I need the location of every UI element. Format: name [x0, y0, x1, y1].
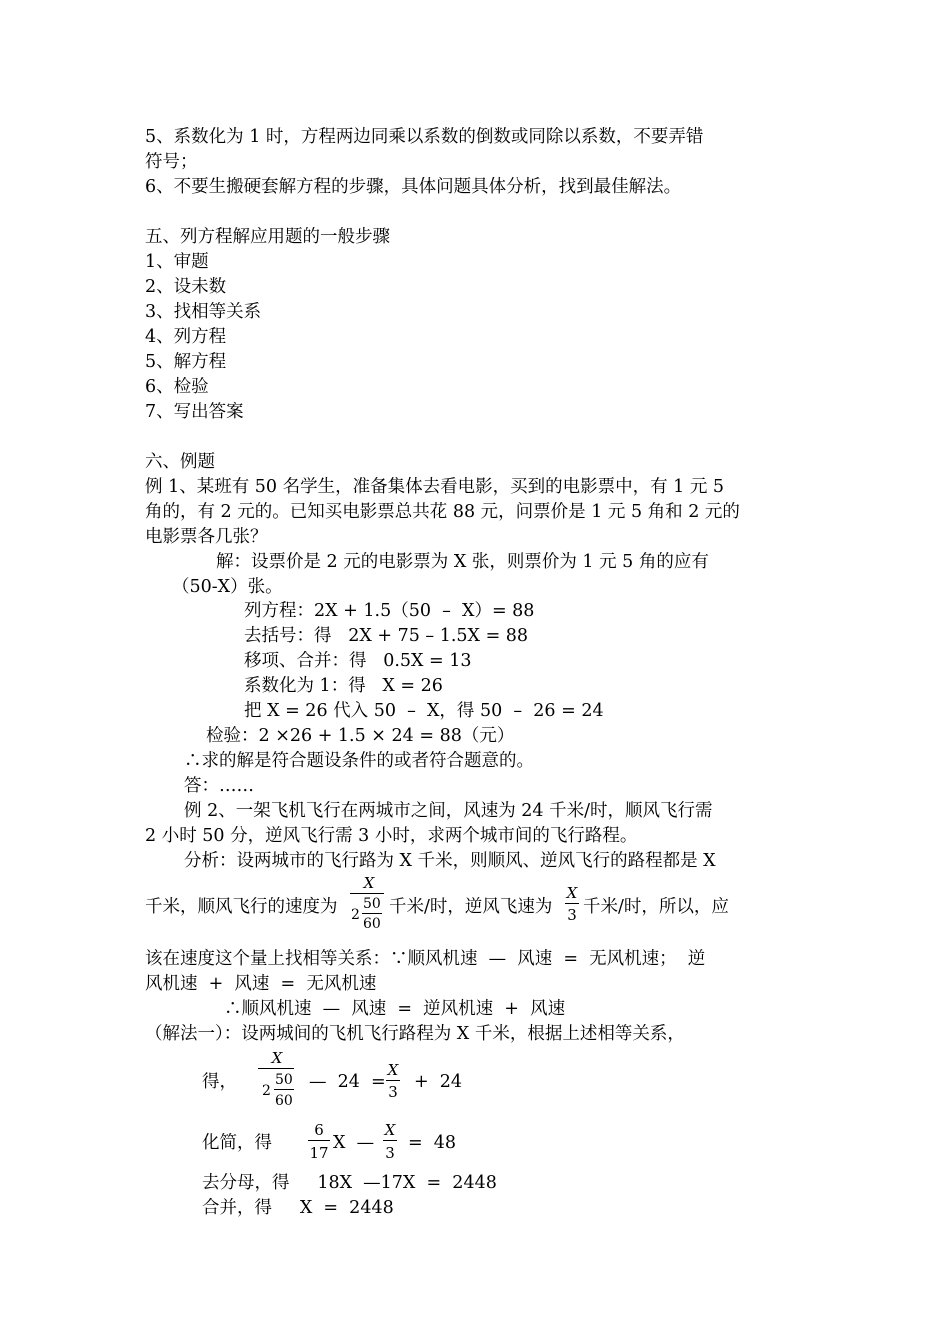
- example-2-line1: 例 2、一架飞机飞行在两城市之间，风速为 24 千米/时，顺风飞行需: [184, 801, 713, 821]
- step-1: 1、审题: [145, 252, 209, 272]
- fraction-bar-2: [565, 903, 579, 904]
- step-7: 7、写出答案: [145, 402, 244, 422]
- section-6-title: 六、例题: [145, 452, 215, 472]
- example-2-line2: 2 小时 50 分，逆风飞行需 3 小时，求两个城市间的飞行路程。: [145, 826, 638, 846]
- example-1-line3: 电影票各几张？: [145, 527, 268, 547]
- eq1-denominator-3: 3: [388, 1083, 398, 1101]
- eq2-numerator-6: 6: [314, 1121, 324, 1139]
- eq1-numerator-x2: X: [387, 1061, 399, 1079]
- example-1-equation: 列方程：2X + 1.5（50 – X）= 88: [244, 601, 535, 621]
- example-2-speed-text-1: 千米，顺风飞行的速度为: [145, 897, 338, 917]
- eq2-denominator-17: 17: [309, 1144, 329, 1162]
- example-2-analysis: 分析：设两城市的飞行路为 X 千米，则顺风、逆风飞行的路程都是 X: [184, 851, 716, 871]
- eq2-end: = 48: [408, 1133, 457, 1153]
- eq1-60: 60: [275, 1093, 293, 1109]
- example-1-line1: 例 1、某班有 50 名学生，准备集体去看电影，买到的电影票中，有 1 元 5: [145, 477, 725, 497]
- step-5: 5、解方程: [145, 352, 227, 372]
- fraction-60: 60: [363, 916, 381, 932]
- example-1-coefficient: 系数化为 1：得 X = 26: [244, 676, 443, 696]
- example-1-conclusion: ∴求的解是符合题设条件的或者符合题意的。: [184, 751, 534, 771]
- example-1-solution-cont: （50-X）张。: [172, 577, 283, 597]
- eq2-label: 化简，得: [202, 1133, 272, 1153]
- eq1-label: 得，: [202, 1072, 237, 1092]
- eq4-combined: 合并，得 X = 2448: [202, 1198, 394, 1218]
- eq1-numerator-x: X: [271, 1049, 283, 1067]
- fraction-50: 50: [363, 896, 381, 912]
- example-1-answer: 答：……: [184, 776, 254, 796]
- rule-6: 6、不要生搬硬套解方程的步骤，具体问题具体分析，找到最佳解法。: [145, 177, 682, 197]
- eq1-fraction-bar-inner: [274, 1089, 294, 1090]
- rule-5-line1: 5、系数化为 1 时，方程两边同乘以系数的倒数或同除以系数，不要弄错: [145, 127, 704, 147]
- eq2-fraction-bar: [308, 1140, 330, 1141]
- example-1-solution: 解：设票价是 2 元的电影票为 X 张，则票价为 1 元 5 角的应有: [216, 552, 709, 572]
- eq2-denominator-3: 3: [385, 1144, 395, 1162]
- eq1-fraction-bar-2: [386, 1080, 400, 1081]
- step-2: 2、设未数: [145, 277, 227, 297]
- step-3: 3、找相等关系: [145, 302, 262, 322]
- example-2-method-1: （解法一）：设两城间的飞机飞行路程为 X 千米，根据上述相等关系，: [145, 1024, 685, 1044]
- eq3-denominator-removed: 去分母，得 18X —17X = 2448: [202, 1173, 497, 1193]
- fraction-numerator-x: X: [363, 874, 375, 892]
- section-5-title: 五、列方程解应用题的一般步骤: [145, 227, 390, 247]
- eq1-end: + 24: [414, 1072, 463, 1092]
- eq1-50: 50: [275, 1072, 293, 1088]
- example-2-speed-text-2: 千米/时，逆风飞速为: [389, 897, 553, 917]
- rule-5-line2: 符号；: [145, 152, 198, 172]
- fraction-whole-2: 2: [351, 907, 360, 923]
- fraction-bar: [350, 893, 384, 894]
- example-1-check: 检验：2 ×26 + 1.5 × 24 = 88（元）: [206, 726, 515, 746]
- example-1-expand: 去括号：得 2X + 75 – 1.5X = 88: [244, 626, 529, 646]
- eq1-fraction-bar: [258, 1068, 294, 1069]
- eq2-middle: X —: [333, 1133, 375, 1153]
- example-2-speed-text-3: 千米/时，所以，应: [583, 897, 729, 917]
- example-1-combine: 移项、合并：得 0.5X = 13: [244, 651, 472, 671]
- fraction-bar-inner: [362, 913, 382, 914]
- example-1-line2: 角的，有 2 元的。已知买电影票总共花 88 元，问票价是 1 元 5 角和 2 元的: [145, 502, 740, 522]
- eq1-middle: — 24 =: [309, 1072, 386, 1092]
- example-2-relation-3: ∴顺风机速 — 风速 = 逆风机速 + 风速: [224, 999, 566, 1019]
- step-4: 4、列方程: [145, 327, 227, 347]
- fraction-denominator-3: 3: [567, 906, 577, 924]
- example-2-relation-2: 风机速 + 风速 = 无风机速: [145, 974, 377, 994]
- fraction-numerator-x2: X: [566, 884, 578, 902]
- example-2-relation-1: 该在速度这个量上找相等关系：∵顺风机速 — 风速 = 无风机速； 逆: [145, 949, 706, 969]
- eq2-numerator-x: X: [384, 1121, 396, 1139]
- step-6: 6、检验: [145, 377, 209, 397]
- example-1-substitute: 把 X = 26 代入 50 – X，得 50 – 26 = 24: [244, 701, 604, 721]
- eq1-whole-2: 2: [262, 1083, 271, 1099]
- eq2-fraction-bar-2: [383, 1140, 397, 1141]
